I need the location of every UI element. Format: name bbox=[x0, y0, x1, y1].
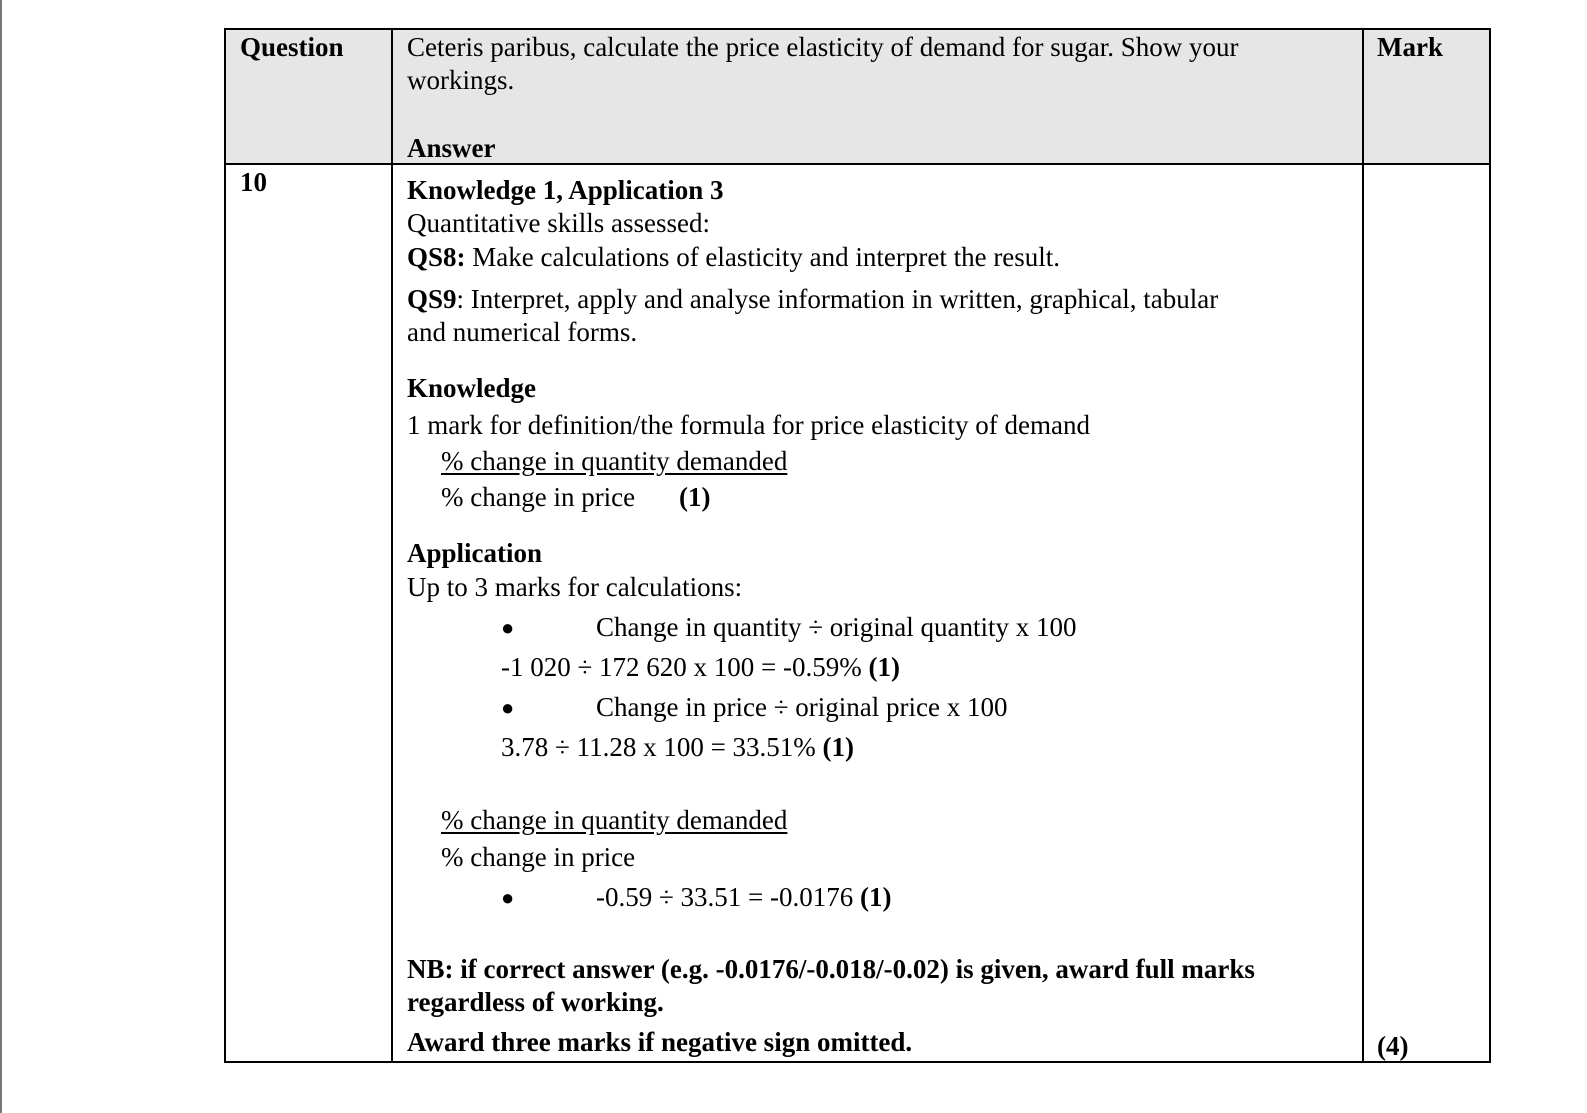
calc1-label: Change in quantity ÷ original quantity x 100 bbox=[596, 612, 1077, 642]
mark-column-header: Mark bbox=[1377, 32, 1443, 62]
bullet: ● bbox=[501, 695, 515, 720]
calc2-label: Change in price ÷ original price x 100 bbox=[596, 692, 1008, 722]
knowledge-text: 1 mark for definition/the formula for price elasticity of demand bbox=[407, 410, 1091, 440]
assessment-objectives: Knowledge 1, Application 3 bbox=[407, 175, 724, 205]
qs8-line bbox=[407, 241, 1060, 273]
calc3-line bbox=[596, 881, 892, 913]
calc2-value: 3.78 ÷ 11.28 x 100 = 33.51% bbox=[501, 732, 823, 762]
calc2-mark: (1) bbox=[822, 732, 855, 762]
bullet: ● bbox=[501, 885, 515, 910]
nb-note-cont: regardless of working. bbox=[407, 987, 664, 1017]
question-column-header: Question bbox=[240, 32, 344, 62]
table-border-left bbox=[224, 28, 226, 1063]
table-divider-2 bbox=[1362, 28, 1364, 1063]
question-number: 10 bbox=[240, 167, 267, 197]
calc3-mark: (1) bbox=[860, 882, 892, 912]
fraction-denominator: % change in price bbox=[441, 842, 636, 872]
question-prompt: Ceteris paribus, calculate the price elasticity of demand for sugar. Show your bbox=[407, 32, 1239, 62]
formula-mark: (1) bbox=[679, 482, 711, 512]
formula-denominator: % change in price bbox=[441, 482, 636, 512]
table-divider-1 bbox=[391, 28, 393, 1063]
mark-total: (4) bbox=[1377, 1031, 1409, 1061]
calc3-value: -0.59 ÷ 33.51 = -0.0176 bbox=[596, 882, 861, 912]
qs9-line-cont: and numerical forms. bbox=[407, 317, 638, 347]
fraction-numerator: % change in quantity demanded bbox=[441, 805, 788, 835]
knowledge-heading: Knowledge bbox=[407, 373, 537, 403]
award-note: Award three marks if negative sign omitted. bbox=[407, 1027, 913, 1057]
question-prompt-cont: workings. bbox=[407, 65, 515, 95]
table-border-bottom bbox=[225, 1061, 1491, 1063]
qs8-text: Make calculations of elasticity and interpret the result. bbox=[465, 242, 1061, 272]
table-border-right bbox=[1489, 28, 1491, 1063]
calc1-value: -1 020 ÷ 172 620 x 100 = -0.59% bbox=[501, 652, 869, 682]
qs9-code: QS9 bbox=[407, 284, 457, 314]
qs9-line bbox=[407, 283, 1218, 315]
qs-intro: Quantitative skills assessed: bbox=[407, 208, 710, 238]
answer-header: Answer bbox=[407, 133, 496, 163]
nb-note: NB: if correct answer (e.g. -0.0176/-0.018/-0.02) is given, award full marks bbox=[407, 954, 1255, 984]
calc1-line bbox=[501, 651, 900, 683]
bullet: ● bbox=[501, 615, 515, 640]
calc1-mark: (1) bbox=[868, 652, 901, 682]
qs8-code: QS8: bbox=[407, 242, 466, 272]
viewer-left-edge bbox=[0, 0, 2, 1113]
formula-numerator: % change in quantity demanded bbox=[441, 446, 788, 476]
application-heading: Application bbox=[407, 538, 543, 568]
qs9-text: : Interpret, apply and analyse information in written, graphical, tabular bbox=[456, 284, 1219, 314]
calc2-line bbox=[501, 731, 854, 763]
application-text: Up to 3 marks for calculations: bbox=[407, 572, 743, 602]
table-border-top bbox=[225, 28, 1491, 30]
